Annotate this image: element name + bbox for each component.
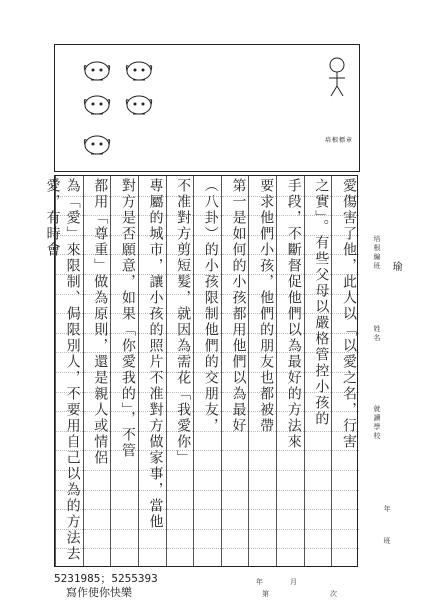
school-label: 就讀學校 [373,405,381,441]
footer-year-label: 年 [256,578,263,586]
student-info-panel [362,175,406,567]
essay-column-text: 手段，不斷督促他們以為最好的方法來 [285,178,302,450]
essay-column-text: 之實」。有些父母以嚴格管控小孩的 [313,178,330,427]
footer-col-label: 第 [262,590,269,598]
essay-column [221,176,249,566]
cute-sheep-stamp-icon [77,93,117,119]
essay-column-text: （八卦）的小孩限制他們的交朋友， [202,178,219,434]
essay-sheet [44,175,358,567]
essay-column [166,176,194,566]
essay-column-text: 要求他們小孩，他們的朋友也都被帶 [258,178,275,434]
essay-column [331,176,359,566]
phone-numbers: 5231985；5255393 [54,572,158,585]
essay-column [110,176,138,566]
class-suffix-label: 班 [383,537,391,546]
name-label: 姓名 [373,325,381,343]
cute-sheep-stamp-icon [119,59,159,85]
essay-column-text: 為「愛」來限制、侷限別人，不要用自己以為的方法去愛，有時會 [44,178,81,562]
essay-column [138,176,166,566]
footer-month-label: 月 [290,578,297,586]
stamp-box [54,44,360,172]
essay-column-text: 對方是否願意，如果「你愛我的」，不管 [119,178,136,459]
cute-sheep-stamp-icon [77,59,117,85]
essay-column [83,176,111,566]
cute-sheep-stamp-icon [119,93,159,119]
essay-column-text: 愛傷害了他，此人以「以愛之名，行害 [340,178,357,450]
essay-column [248,176,276,566]
teacher-stamp-label: 培根標章 [324,137,353,144]
essay-column-text: 專屬的城市，讓小孩的照片不准對方做家事，當他 [147,178,164,530]
essay-column-text: 都用「尊重」做為原則，還是親人或情侶 [92,178,109,466]
essay-column [193,176,221,566]
essay-column-text: 不准對方剪短髮，就因為需花「我愛你」 [175,178,192,466]
essay-column [276,176,304,566]
footer-page-label: 次 [330,590,337,598]
student-name-value: 瑜 [390,261,401,271]
essay-column-text: 第一是如何的小孩都用他們以為最好 [230,178,247,434]
teacher-figure-stamp-icon [321,53,353,101]
cute-sheep-stamp-icon [77,133,117,159]
essay-column [304,176,332,566]
essay-column [44,176,83,566]
year-label: 年 [383,505,391,514]
class-label: 培根編班 [373,235,381,271]
slogan: 寫作使你快樂 [66,586,132,599]
